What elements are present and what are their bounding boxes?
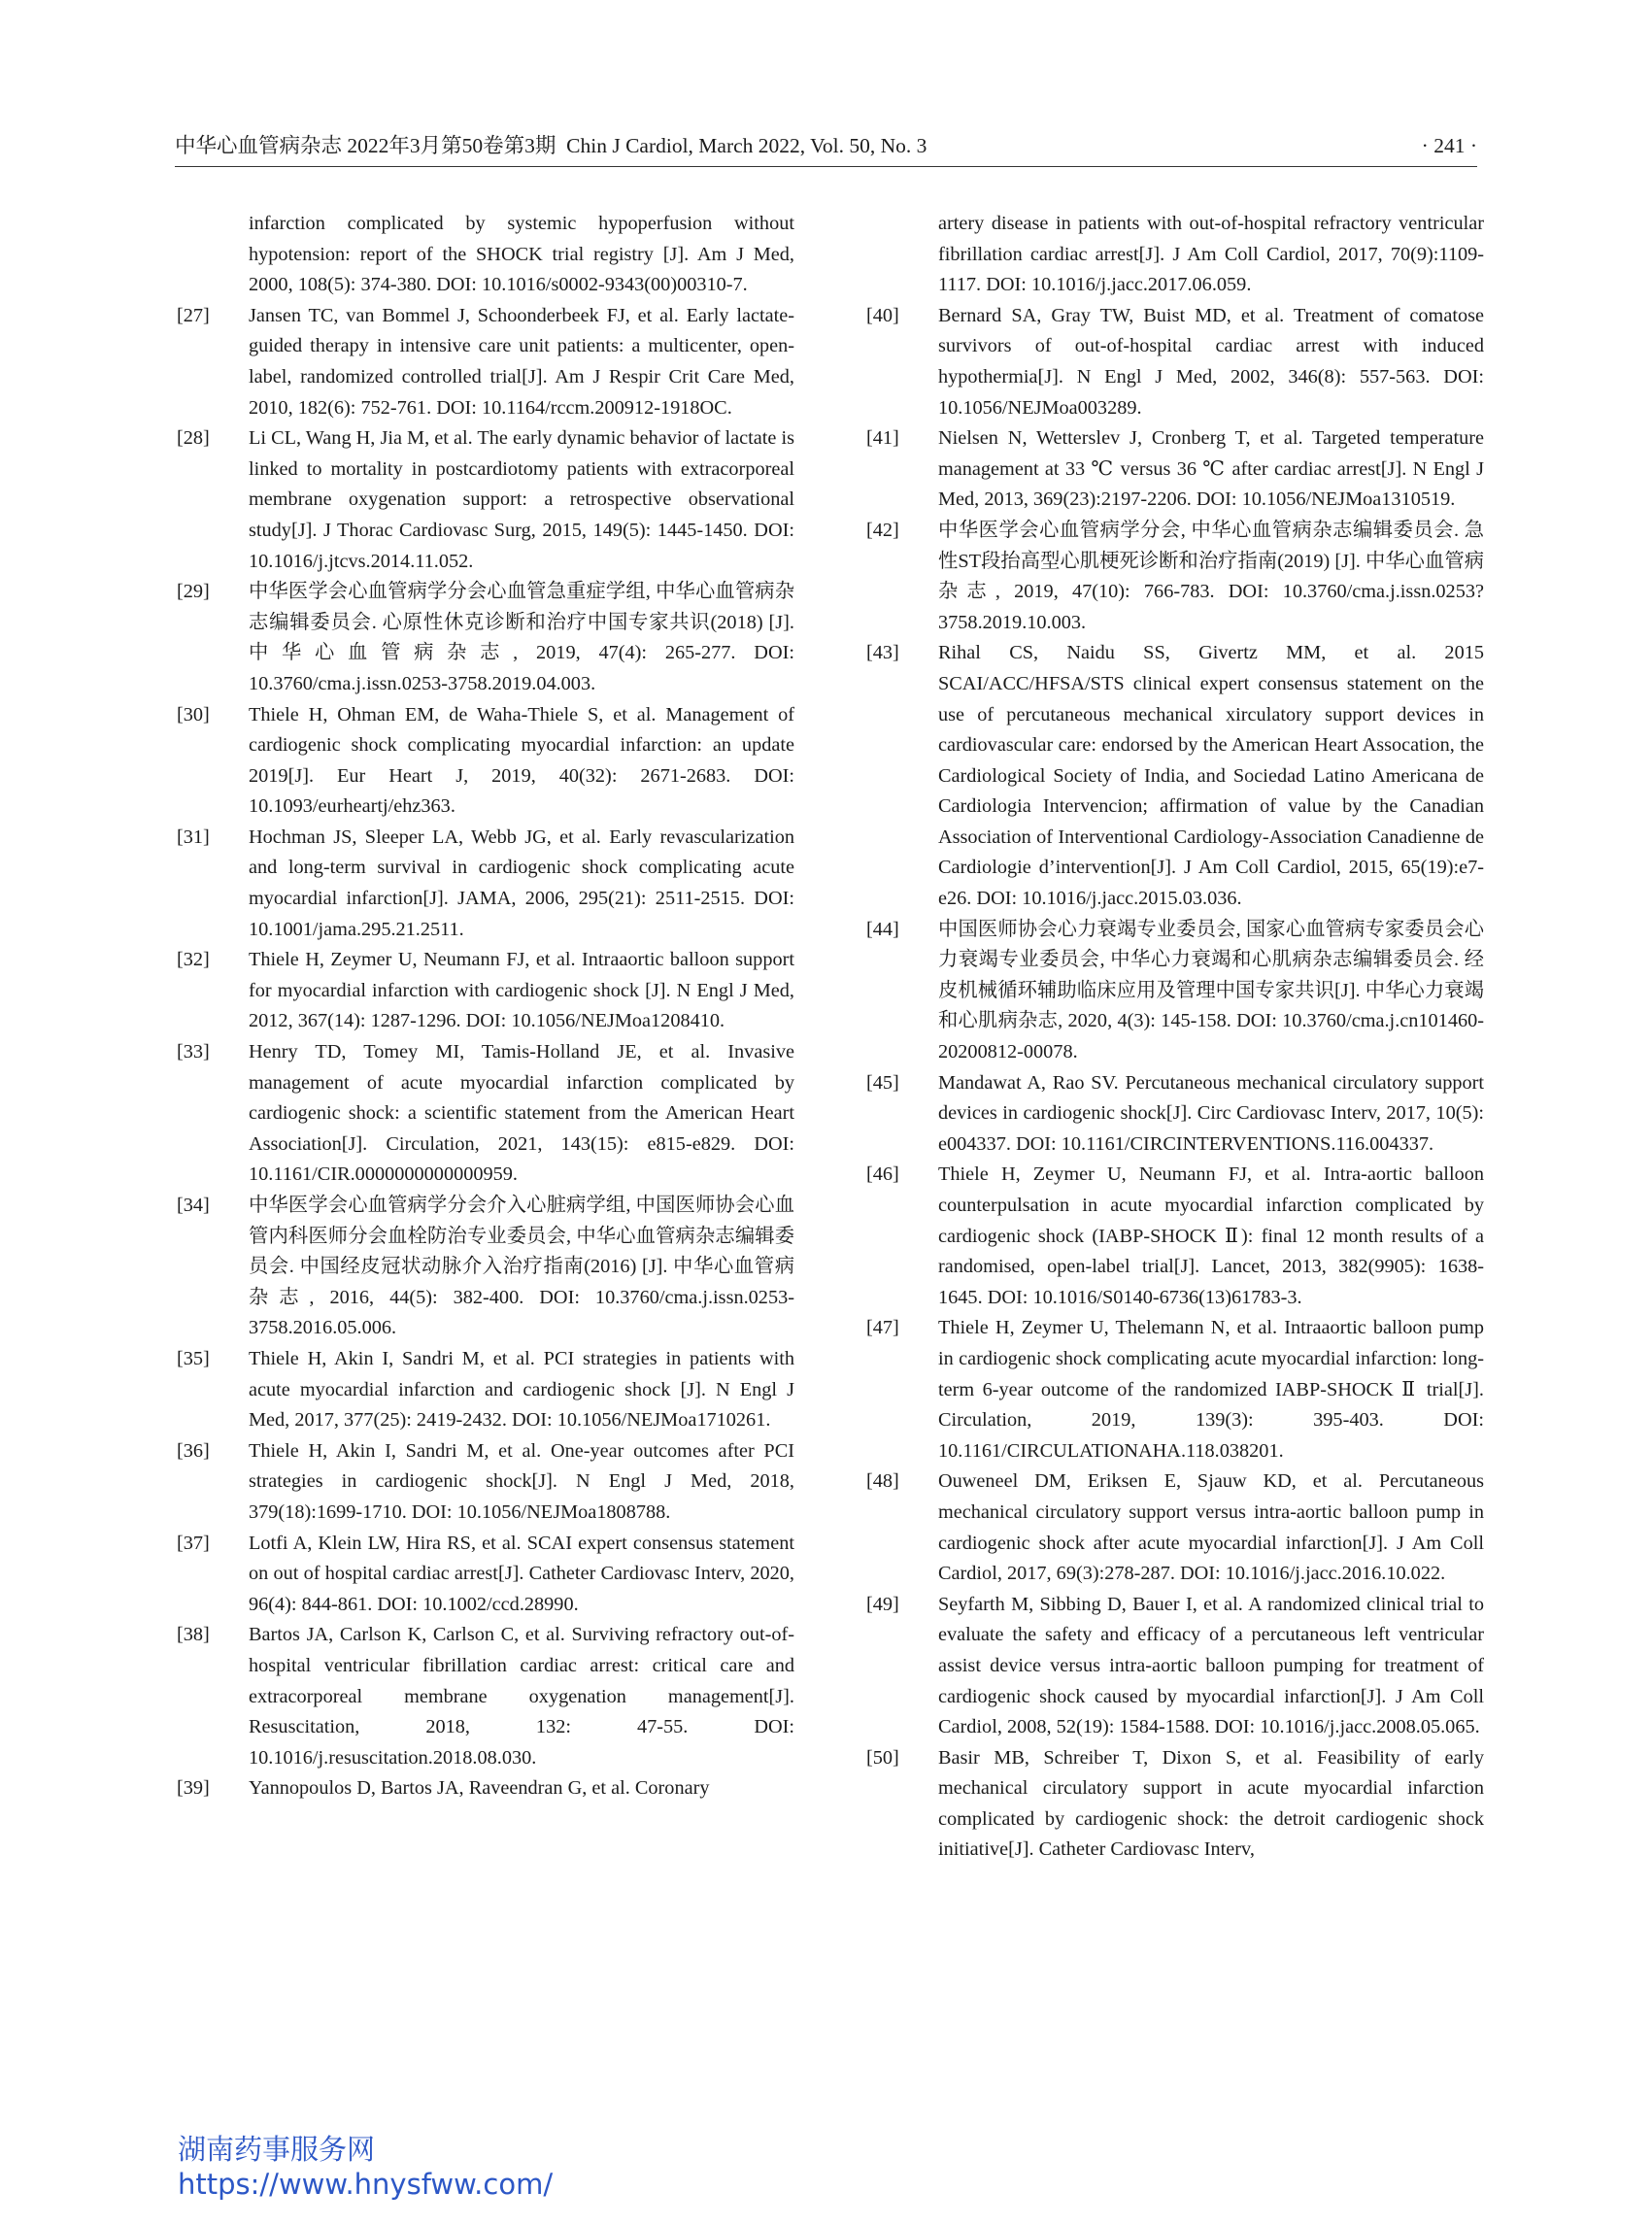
reference-text: Hochman JS, Sleeper LA, Webb JG, et al. Early revascularization and long-term survival in cardiogenic shock complicating acute myocardial infarction[J]. JAMA, 2006, 295(21): 2511-2515. DOI: 10.1001/jama.295.21.2511.	[249, 826, 794, 940]
reference-entry	[177, 823, 794, 945]
reference-number: [27]	[177, 304, 210, 326]
reference-text: Mandawat A, Rao SV. Percutaneous mechanical circulatory support devices in cardiogenic shock[J]. Circ Cardiovasc Interv, 2017, 10(5): e004337. DOI: 10.1161/CIRCINTERVENTIONS.116.004337.	[938, 1071, 1484, 1155]
watermark-url[interactable]: https://www.hnysfww.com/	[178, 2168, 554, 2201]
reference-entry	[177, 301, 794, 423]
journal-citation	[175, 133, 927, 158]
reference-text: Seyfarth M, Sibbing D, Bauer I, et al. A randomized clinical trial to evaluate the safety and efficacy of a percutaneous left ventricular assist device versus intra-aortic balloon pumping for treatment of cardiogenic shock caused by myocardial infarction[J]. J Am Coll Cardiol, 2008, 52(19): 1584-1588. DOI: 10.1016/j.jacc.2008.05.065.	[938, 1593, 1484, 1738]
references-left-column	[177, 209, 794, 1804]
reference-number: [35]	[177, 1347, 210, 1369]
running-header	[175, 133, 1477, 167]
reference-entry	[177, 945, 794, 1037]
reference-number: [43]	[866, 642, 899, 664]
reference-text: artery disease in patients with out-of-hospital refractory ventricular fibrillation cardiac arrest[J]. J Am Coll Cardiol, 2017, 70(9):1109-1117. DOI: 10.1016/j.jacc.2017.06.059.	[938, 213, 1484, 296]
reference-entry	[177, 577, 794, 699]
watermark	[178, 2132, 553, 2202]
reference-entry	[866, 1466, 1484, 1589]
reference-text: 中国医师协会心力衰竭专业委员会, 国家心血管病专家委员会心力衰竭专业委员会, 中华心力衰竭和心肌病杂志编辑委员会. 经皮机械循环辅助临床应用及管理中国专家共识[J]. 中华心力衰竭和心肌病杂志, 2020, 4(3): 145-158. DOI: 10.3760/cma.j.cn101460-20200812-00078.	[938, 918, 1484, 1063]
reference-number: [38]	[177, 1624, 210, 1646]
reference-number: [34]	[177, 1195, 210, 1216]
reference-entry	[866, 301, 1484, 423]
reference-number: [40]	[866, 304, 899, 326]
reference-entry	[866, 1313, 1484, 1466]
reference-text: Li CL, Wang H, Jia M, et al. The early dynamic behavior of lactate is linked to mortality in postcardiotomy patients with extracorporeal membrane oxygenation support: a retrospective observational study[J]. J Thorac Cardiovasc Surg, 2015, 149(5): 1445-1450. DOI: 10.1016/j.jtcvs.2014.11.052.	[249, 427, 794, 572]
reference-entry	[177, 1037, 794, 1191]
reference-number: [48]	[866, 1470, 899, 1493]
watermark-site-name: 湖南药事服务网	[178, 2133, 376, 2166]
reference-number: [36]	[177, 1439, 210, 1462]
reference-text: Bartos JA, Carlson K, Carlson C, et al. Surviving refractory out-of-hospital ventricular fibrillation cardiac arrest: critical care and extracorporeal membrane oxygenation management[J]. Resuscitation, 2018, 132: 47-55. DOI: 10.1016/j.resuscitation.2018.08.030.	[249, 1624, 794, 1769]
reference-text: Henry TD, Tomey MI, Tamis-Holland JE, et al. Invasive management of acute myocardial infarction complicated by cardiogenic shock: a scientific statement from the American Heart Association[J]. Circulation, 2021, 143(15): e815-e829. DOI: 10.1161/CIR.0000000000000959.	[249, 1041, 794, 1186]
reference-text: Jansen TC, van Bommel J, Schoonderbeek FJ, et al. Early lactate-guided therapy in intensive care unit patients: a multicenter, open-label, randomized controlled trial[J]. Am J Respir Crit Care Med, 2010, 182(6): 752-761. DOI: 10.1164/rccm.200912-1918OC.	[249, 304, 794, 419]
reference-number: [42]	[866, 519, 899, 541]
reference-text: 中华医学会心血管病学分会介入心脏病学组, 中国医师协会心血管内科医师分会血栓防治专业委员会, 中华心血管病杂志编辑委员会. 中国经皮冠状动脉介入治疗指南(2016) [J]. 中华心血管病杂志, 2016, 44(5): 382-400. DOI: 10.3760/cma.j.issn.0253-3758.2016.05.006.	[249, 1195, 794, 1339]
reference-entry	[866, 423, 1484, 516]
reference-entry	[177, 1620, 794, 1773]
reference-entry	[866, 638, 1484, 914]
reference-entry	[177, 1773, 794, 1804]
reference-number: [39]	[177, 1777, 210, 1800]
page-number: · 241 ·	[1421, 134, 1477, 157]
reference-text: infarction complicated by systemic hypoperfusion without hypotension: report of the SHOCK trial registry [J]. Am J Med, 2000, 108(5): 374-380. DOI: 10.1016/s0002-9343(00)00310-7.	[249, 213, 794, 296]
reference-number: [47]	[866, 1317, 899, 1339]
reference-entry	[866, 1160, 1484, 1313]
reference-text: Thiele H, Akin I, Sandri M, et al. One-year outcomes after PCI strategies in cardiogenic shock[J]. N Engl J Med, 2018, 379(18):1699-1710. DOI: 10.1056/NEJMoa1808788.	[249, 1439, 794, 1523]
reference-entry	[177, 1191, 794, 1344]
reference-number: [50]	[866, 1746, 899, 1769]
reference-entry	[866, 915, 1484, 1068]
reference-entry	[177, 1529, 794, 1621]
reference-text: Ouweneel DM, Eriksen E, Sjauw KD, et al. Percutaneous mechanical circulatory support versus intra-aortic balloon pump in cardiogenic shock after acute myocardial infarction[J]. J Am Coll Cardiol, 2017, 69(3):278-287. DOI: 10.1016/j.jacc.2016.10.022.	[938, 1470, 1484, 1585]
reference-text: Rihal CS, Naidu SS, Givertz MM, et al. 2015 SCAI/ACC/HFSA/STS clinical expert consensus statement on the use of percutaneous mechanical xirculatory support devices in cardiovascular care: endorsed by the American Heart Assocation, the Cardiological Society of India, and Sociedad Latino Americana de Cardiologia Intervencion; affirmation of value by the Canadian Association of Interventional Cardiology-Association Canadienne de Cardiologie d’intervention[J]. J Am Coll Cardiol, 2015, 65(19):e7-e26. DOI: 10.1016/j.jacc.2015.03.036.	[938, 642, 1484, 910]
reference-number: [46]	[866, 1163, 899, 1186]
reference-number: [45]	[866, 1071, 899, 1094]
reference-text: Basir MB, Schreiber T, Dixon S, et al. Feasibility of early mechanical circulatory support in acute myocardial infarction complicated by cardiogenic shock: the detroit cardiogenic shock initiative[J]. Catheter Cardiovasc Interv,	[938, 1746, 1484, 1861]
reference-text: Bernard SA, Gray TW, Buist MD, et al. Treatment of comatose survivors of out-of-hospital cardiac arrest with induced hypothermia[J]. N Engl J Med, 2002, 346(8): 557-563. DOI: 10.1056/NEJMoa003289.	[938, 304, 1484, 419]
reference-entry	[177, 423, 794, 577]
reference-number: [29]	[177, 581, 210, 603]
reference-text: Yannopoulos D, Bartos JA, Raveendran G, et al. Coronary	[249, 1777, 710, 1800]
reference-number: [49]	[866, 1593, 899, 1615]
reference-continuation	[177, 209, 794, 301]
reference-number: [44]	[866, 918, 899, 940]
reference-entry	[177, 1344, 794, 1436]
reference-number: [33]	[177, 1041, 210, 1063]
reference-number: [28]	[177, 427, 210, 450]
reference-entry	[866, 1590, 1484, 1743]
reference-entry	[866, 1743, 1484, 1866]
reference-entry	[177, 1436, 794, 1529]
reference-text: Nielsen N, Wetterslev J, Cronberg T, et al. Targeted temperature management at 33 ℃ versus 36 ℃ after cardiac arrest[J]. N Engl J Med, 2013, 369(23):2197-2206. DOI: 10.1056/NEJMoa1310519.	[938, 427, 1484, 511]
reference-text: 中华医学会心血管病学分会心血管急重症学组, 中华心血管病杂志编辑委员会. 心原性休克诊断和治疗中国专家共识(2018) [J]. 中华心血管病杂志, 2019, 47(4): 265-277. DOI: 10.3760/cma.j.issn.0253-3758.2019.04.003.	[249, 581, 794, 694]
reference-number: [37]	[177, 1532, 210, 1554]
reference-number: [41]	[866, 427, 899, 450]
reference-number: [30]	[177, 703, 210, 725]
reference-number: [31]	[177, 826, 210, 848]
reference-entry	[177, 700, 794, 823]
reference-text: Lotfi A, Klein LW, Hira RS, et al. SCAI expert consensus statement on out of hospital cardiac arrest[J]. Catheter Cardiovasc Interv, 2020, 96(4): 844-861. DOI: 10.1002/ccd.28990.	[249, 1532, 794, 1615]
reference-text: 中华医学会心血管病学分会, 中华心血管病杂志编辑委员会. 急性ST段抬高型心肌梗死诊断和治疗指南(2019) [J]. 中华心血管病杂志, 2019, 47(10): 766-783. DOI: 10.3760/cma.j.issn.0253?3758.2019.10.003.	[938, 519, 1484, 633]
reference-text: Thiele H, Akin I, Sandri M, et al. PCI strategies in patients with acute myocardial infarction and cardiogenic shock [J]. N Engl J Med, 2017, 377(25): 2419-2432. DOI: 10.1056/NEJMoa1710261.	[249, 1347, 794, 1432]
reference-text: Thiele H, Zeymer U, Thelemann N, et al. Intraaortic balloon pump in cardiogenic shock complicating acute myocardial infarction: long-term 6-year outcome of the randomized IABP-SHOCK Ⅱ trial[J]. Circulation, 2019, 139(3): 395-403. DOI: 10.1161/CIRCULATIONAHA.118.038201.	[938, 1317, 1484, 1462]
reference-entry	[866, 516, 1484, 638]
reference-text: Thiele H, Zeymer U, Neumann FJ, et al. Intraaortic balloon support for myocardial infarction with cardiogenic shock [J]. N Engl J Med, 2012, 367(14): 1287-1296. DOI: 10.1056/NEJMoa1208410.	[249, 949, 794, 1032]
reference-text: Thiele H, Ohman EM, de Waha-Thiele S, et al. Management of cardiogenic shock complicating myocardial infarction: an update 2019[J]. Eur Heart J, 2019, 40(32): 2671-2683. DOI: 10.1093/eurheartj/ehz363.	[249, 703, 794, 818]
reference-text: Thiele H, Zeymer U, Neumann FJ, et al. Intra-aortic balloon counterpulsation in acute myocardial infarction complicated by cardiogenic shock (IABP-SHOCK Ⅱ): final 12 month results of a randomised, open-label trial[J]. Lancet, 2013, 382(9905): 1638-1645. DOI: 10.1016/S0140-6736(13)61783-3.	[938, 1163, 1484, 1308]
references-right-column	[866, 209, 1484, 1866]
reference-entry	[866, 1068, 1484, 1161]
reference-continuation	[866, 209, 1484, 301]
journal-title-zh: 中华心血管病杂志 2022年3月第50卷第3期	[175, 134, 556, 157]
journal-title-en: Chin J Cardiol, March 2022, Vol. 50, No. 3	[566, 134, 927, 157]
reference-number: [32]	[177, 949, 210, 971]
